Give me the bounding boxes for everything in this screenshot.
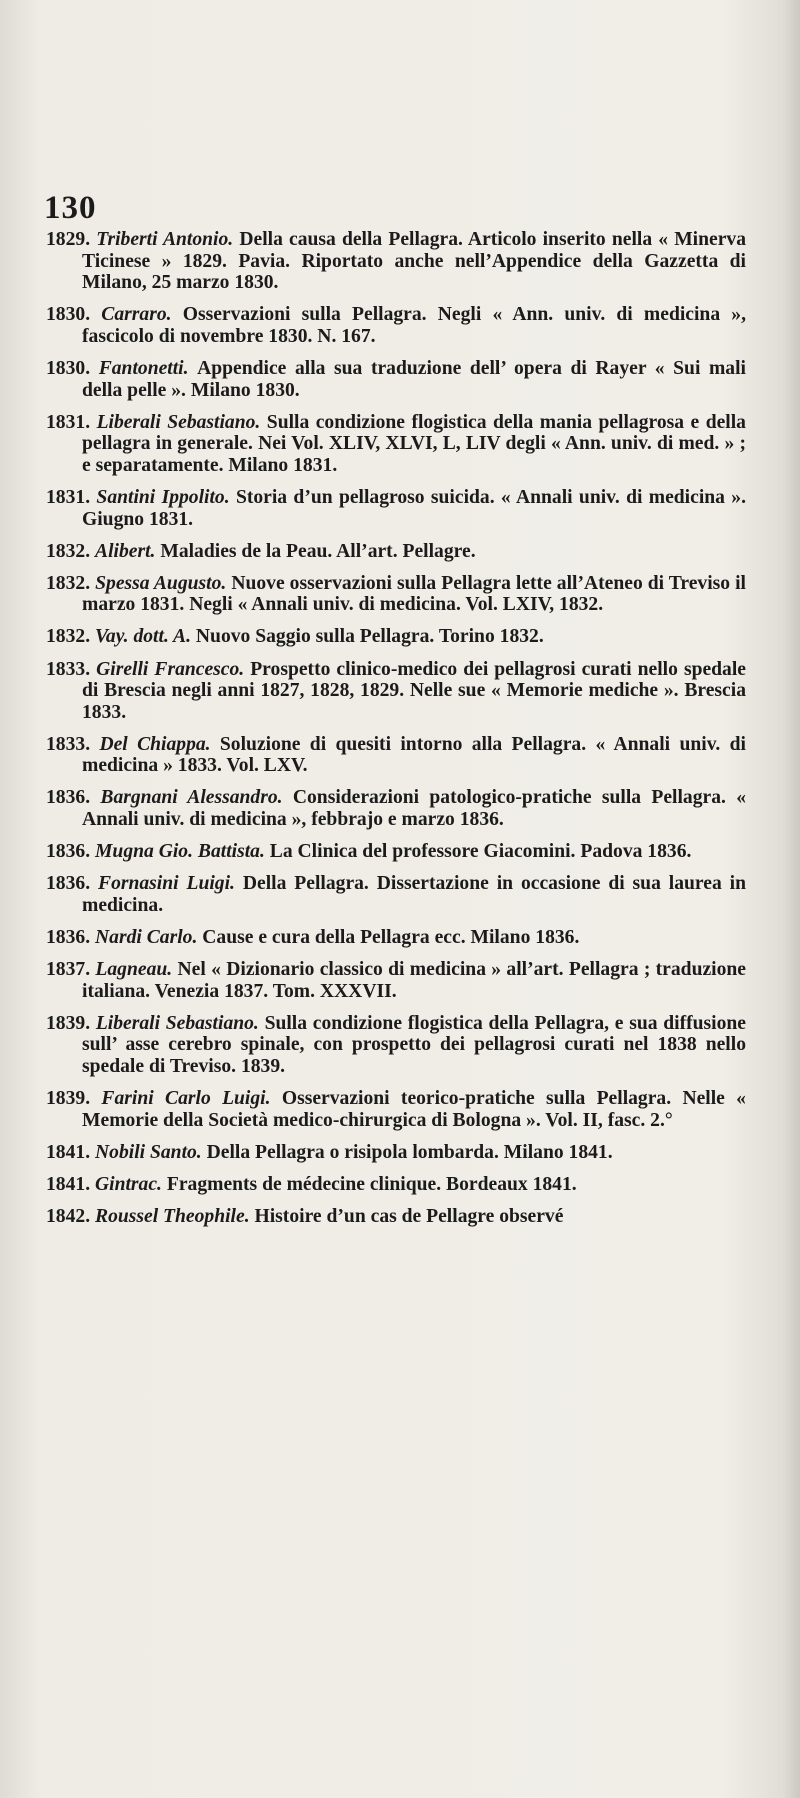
entry-author: Gintrac.: [95, 1173, 162, 1195]
entry-author: Girelli Francesco.: [96, 658, 245, 680]
bibliography-entry: [46, 659, 746, 724]
entry-text: Della causa della Pellagra. Articolo inserito nella « Minerva Ticinese » 1829. Pavia. Riportato anche nell’Appendice della Gazzetta di Milano, 25 marzo 1830.: [82, 229, 747, 294]
page-number: 130: [44, 190, 97, 226]
bibliography-entry: [46, 927, 746, 949]
entry-text: Fragments de médecine clinique. Bordeaux 1841.: [166, 1173, 577, 1195]
entry-text: Osservazioni sulla Pellagra. Negli « Ann. univ. di medicina », fascicolo di novembre 1830. N. 167.: [82, 304, 746, 347]
entry-year: 1832.: [46, 626, 91, 648]
bibliography-entry: [46, 229, 746, 294]
bibliography-entry: [46, 412, 746, 477]
entry-author: Roussel Theophile.: [95, 1205, 250, 1227]
bibliography-entry: [46, 358, 746, 401]
entry-author: Lagneau.: [95, 959, 173, 981]
entry-year: 1832.: [46, 540, 91, 562]
entry-text: Prospetto clinico-medico dei pellagrosi curati nello spedale di Brescia negli anni 1827, 1828, 1829. Nelle sue « Memorie mediche ». Brescia 1833.: [82, 658, 746, 723]
entry-year: 1832.: [46, 572, 91, 594]
entry-author: Mugna Gio. Battista.: [95, 841, 265, 863]
entry-year: 1836.: [46, 841, 91, 863]
entry-author: Fantonetti.: [98, 357, 189, 379]
entry-year: 1837.: [46, 959, 91, 981]
entry-text: Sulla condizione flogistica della Pellagra, e sua diffusione sull’ asse cerebro spinale, con prospetto dei pellagrosi curati nel 1838 nello spedale di Treviso. 1839.: [82, 1012, 746, 1077]
bibliography-entry: [46, 626, 746, 648]
entry-author: Farini Carlo Luigi.: [101, 1088, 271, 1109]
entry-author: Vay. dott. A.: [95, 626, 191, 648]
entry-author: Spessa Augusto.: [95, 572, 227, 594]
entry-text: La Clinica del professore Giacomini. Padova 1836.: [269, 841, 692, 863]
entry-year: 1836.: [46, 926, 91, 948]
entry-text: Della Pellagra. Dissertazione in occasione di sua laurea in medicina.: [82, 873, 746, 916]
entry-text: Osservazioni teorico-pratiche sulla Pellagra. Nelle « Memorie della Società medico-chirurgica di Bologna ». Vol. II, fasc. 2.°: [82, 1088, 746, 1131]
bibliography-entry: [46, 487, 746, 530]
entry-year: 1829.: [46, 229, 91, 250]
bibliography-entry: [46, 541, 746, 563]
bibliography-entry: [46, 1088, 746, 1131]
entry-text: Sulla condizione flogistica della mania pellagrosa e della pellagra in generale. Nei Vol. XLIV, XLVI, L, LIV degli « Ann. univ. di med. » ; e separatamente. Milano 1831.: [82, 411, 746, 476]
bibliography-entry: [46, 734, 746, 777]
entry-author: Fornasini Luigi.: [98, 873, 235, 895]
entry-text: Considerazioni patologico-pratiche sulla Pellagra. « Annali univ. di medicina », febbrajo e marzo 1836.: [82, 787, 746, 831]
entry-year: 1831.: [46, 411, 91, 433]
entry-author: Del Chiappa.: [99, 733, 211, 755]
bibliography-entry: [46, 573, 746, 616]
entry-year: 1841.: [46, 1141, 91, 1163]
entry-author: Carraro.: [101, 304, 172, 326]
entry-text: Cause e cura della Pellagra ecc. Milano 1836.: [202, 926, 580, 948]
entry-text: Histoire d’un cas de Pellagre observé: [254, 1205, 564, 1227]
bibliography-entry: [46, 304, 746, 347]
entry-author: Liberali Sebastiano.: [96, 411, 261, 433]
entry-text: Storia d’un pellagroso suicida. « Annali univ. di medicina ». Giugno 1831.: [82, 486, 746, 530]
entry-author: Liberali Sebastiano.: [95, 1012, 259, 1034]
bibliography-entry: [46, 1013, 746, 1078]
entry-author: Nardi Carlo.: [95, 926, 198, 948]
entry-year: 1842.: [46, 1205, 91, 1227]
bibliography-entry: [46, 959, 746, 1002]
bibliography-entry: [46, 873, 746, 916]
bibliography-entry: [46, 787, 746, 830]
page-edge-shadow: [782, 0, 800, 1798]
entry-text: Appendice alla sua traduzione dell’ opera di Rayer « Sui mali della pelle ». Milano 1830.: [82, 357, 746, 401]
entry-author: Alibert.: [95, 540, 156, 562]
entry-year: 1831.: [46, 486, 91, 508]
entry-year: 1841.: [46, 1173, 91, 1195]
entry-year: 1836.: [46, 787, 91, 809]
entry-year: 1839.: [46, 1088, 91, 1109]
entry-author: Santini Ippolito.: [96, 486, 230, 508]
entry-year: 1833.: [46, 733, 91, 755]
entry-year: 1839.: [46, 1012, 91, 1034]
entry-text: Soluzione di quesiti intorno alla Pellagra. « Annali univ. di medicina » 1833. Vol. LXV.: [82, 733, 746, 777]
entry-text: Nel « Dizionario classico di medicina » all’art. Pellagra ; traduzione italiana. Venezia 1837. Tom. XXXVII.: [82, 959, 747, 1002]
bibliography-entry: [46, 1206, 746, 1228]
entry-year: 1830.: [46, 304, 91, 326]
entry-year: 1836.: [46, 873, 91, 895]
entry-text: Nuove osservazioni sulla Pellagra lette all’Ateneo di Treviso il marzo 1831. Negli « Annali univ. di medicina. Vol. LXIV, 1832.: [82, 572, 746, 616]
entry-text: Maladies de la Peau. All’art. Pellagre.: [160, 540, 476, 562]
bibliography-list: [46, 229, 746, 1238]
entry-text: Nuovo Saggio sulla Pellagra. Torino 1832.: [195, 626, 544, 648]
bibliography-entry: [46, 841, 746, 863]
bibliography-entry: [46, 1142, 746, 1164]
entry-text: Della Pellagra o risipola lombarda. Milano 1841.: [206, 1141, 613, 1163]
entry-year: 1830.: [46, 357, 91, 379]
bibliography-entry: [46, 1174, 746, 1196]
entry-author: Triberti Antonio.: [96, 229, 234, 250]
entry-year: 1833.: [46, 658, 91, 680]
entry-author: Nobili Santo.: [95, 1141, 202, 1163]
entry-author: Bargnani Alessandro.: [100, 787, 283, 809]
